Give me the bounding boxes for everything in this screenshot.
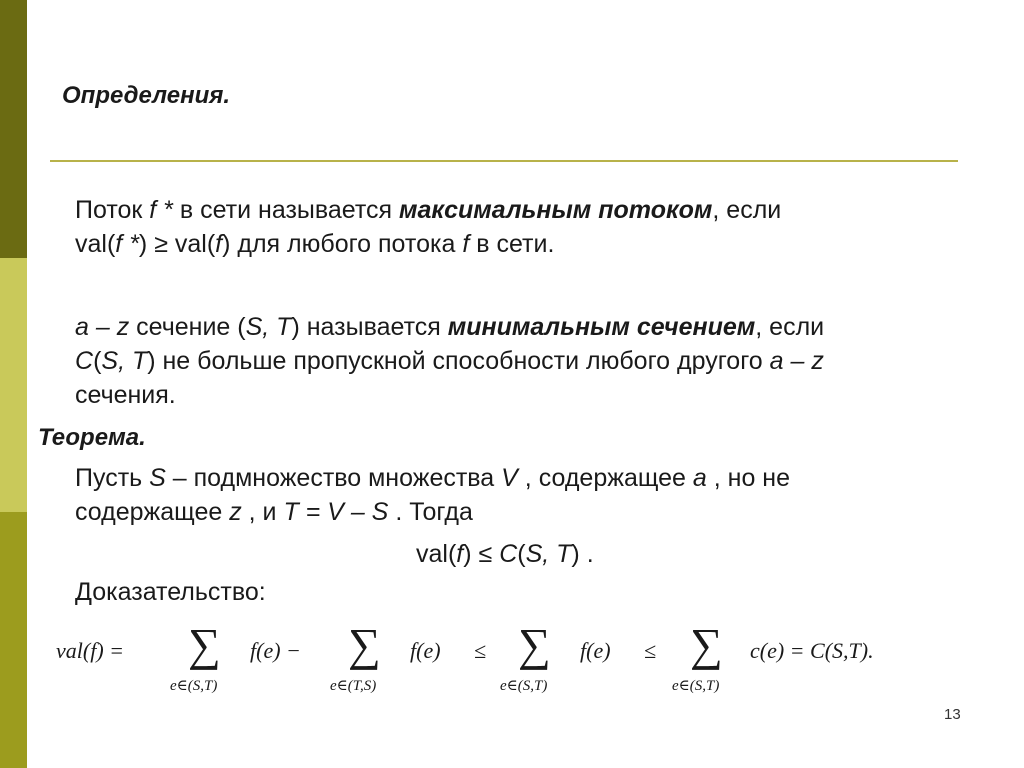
formula-term-4: c(e) = C(S,T). <box>750 638 874 663</box>
sum-symbol-2: ∑ <box>348 619 381 670</box>
page-number: 13 <box>944 706 961 723</box>
sum-index-2: e∈(T,S) <box>330 678 377 694</box>
definition-min-cut: a – z сечение (S, T) называется минимальным сечением, если C(S, T) не больше пропускной способности любого другого a – z сечения. <box>75 313 825 409</box>
accent-bar-top <box>0 0 27 258</box>
sum-symbol-3: ∑ <box>518 619 551 670</box>
term-min-cut: минимальным сечением <box>447 313 756 341</box>
term-max-flow: максимальным потоком <box>399 196 713 224</box>
theorem-statement: Пусть S – подмножество множества V , содержащее a , но не содержащее z , и T = V – S . Тогда <box>75 464 791 526</box>
sum-index-1: e∈(S,T) <box>170 678 218 694</box>
sum-index-4: e∈(S,T) <box>672 678 720 694</box>
proof-label: Доказательство: <box>75 578 266 606</box>
accent-bar-middle <box>0 258 27 512</box>
formula-term-3: f(e) <box>580 638 611 663</box>
formula-lhs: val(f) = <box>56 638 124 663</box>
slide-title: Определения. <box>62 82 231 109</box>
formula-le-1: ≤ <box>474 638 487 663</box>
title-divider <box>50 160 958 162</box>
formula-le-2: ≤ <box>644 638 657 663</box>
sum-index-3: e∈(S,T) <box>500 678 548 694</box>
formula-term-2: f(e) <box>410 638 441 663</box>
proof-formula <box>56 619 936 700</box>
formula-term-1: f(e) − <box>250 638 301 663</box>
theorem-inequality: val(f) ≤ C(S, T) . <box>416 540 594 568</box>
sum-symbol-4: ∑ <box>690 619 723 670</box>
theorem-heading: Теорема. <box>38 424 146 451</box>
definition-max-flow: Поток f * в сети называется максимальным потоком, если val(f *) ≥ val(f) для любого потока f в сети. <box>75 196 782 258</box>
sum-symbol-1: ∑ <box>188 619 221 670</box>
accent-bar-bottom <box>0 512 27 768</box>
